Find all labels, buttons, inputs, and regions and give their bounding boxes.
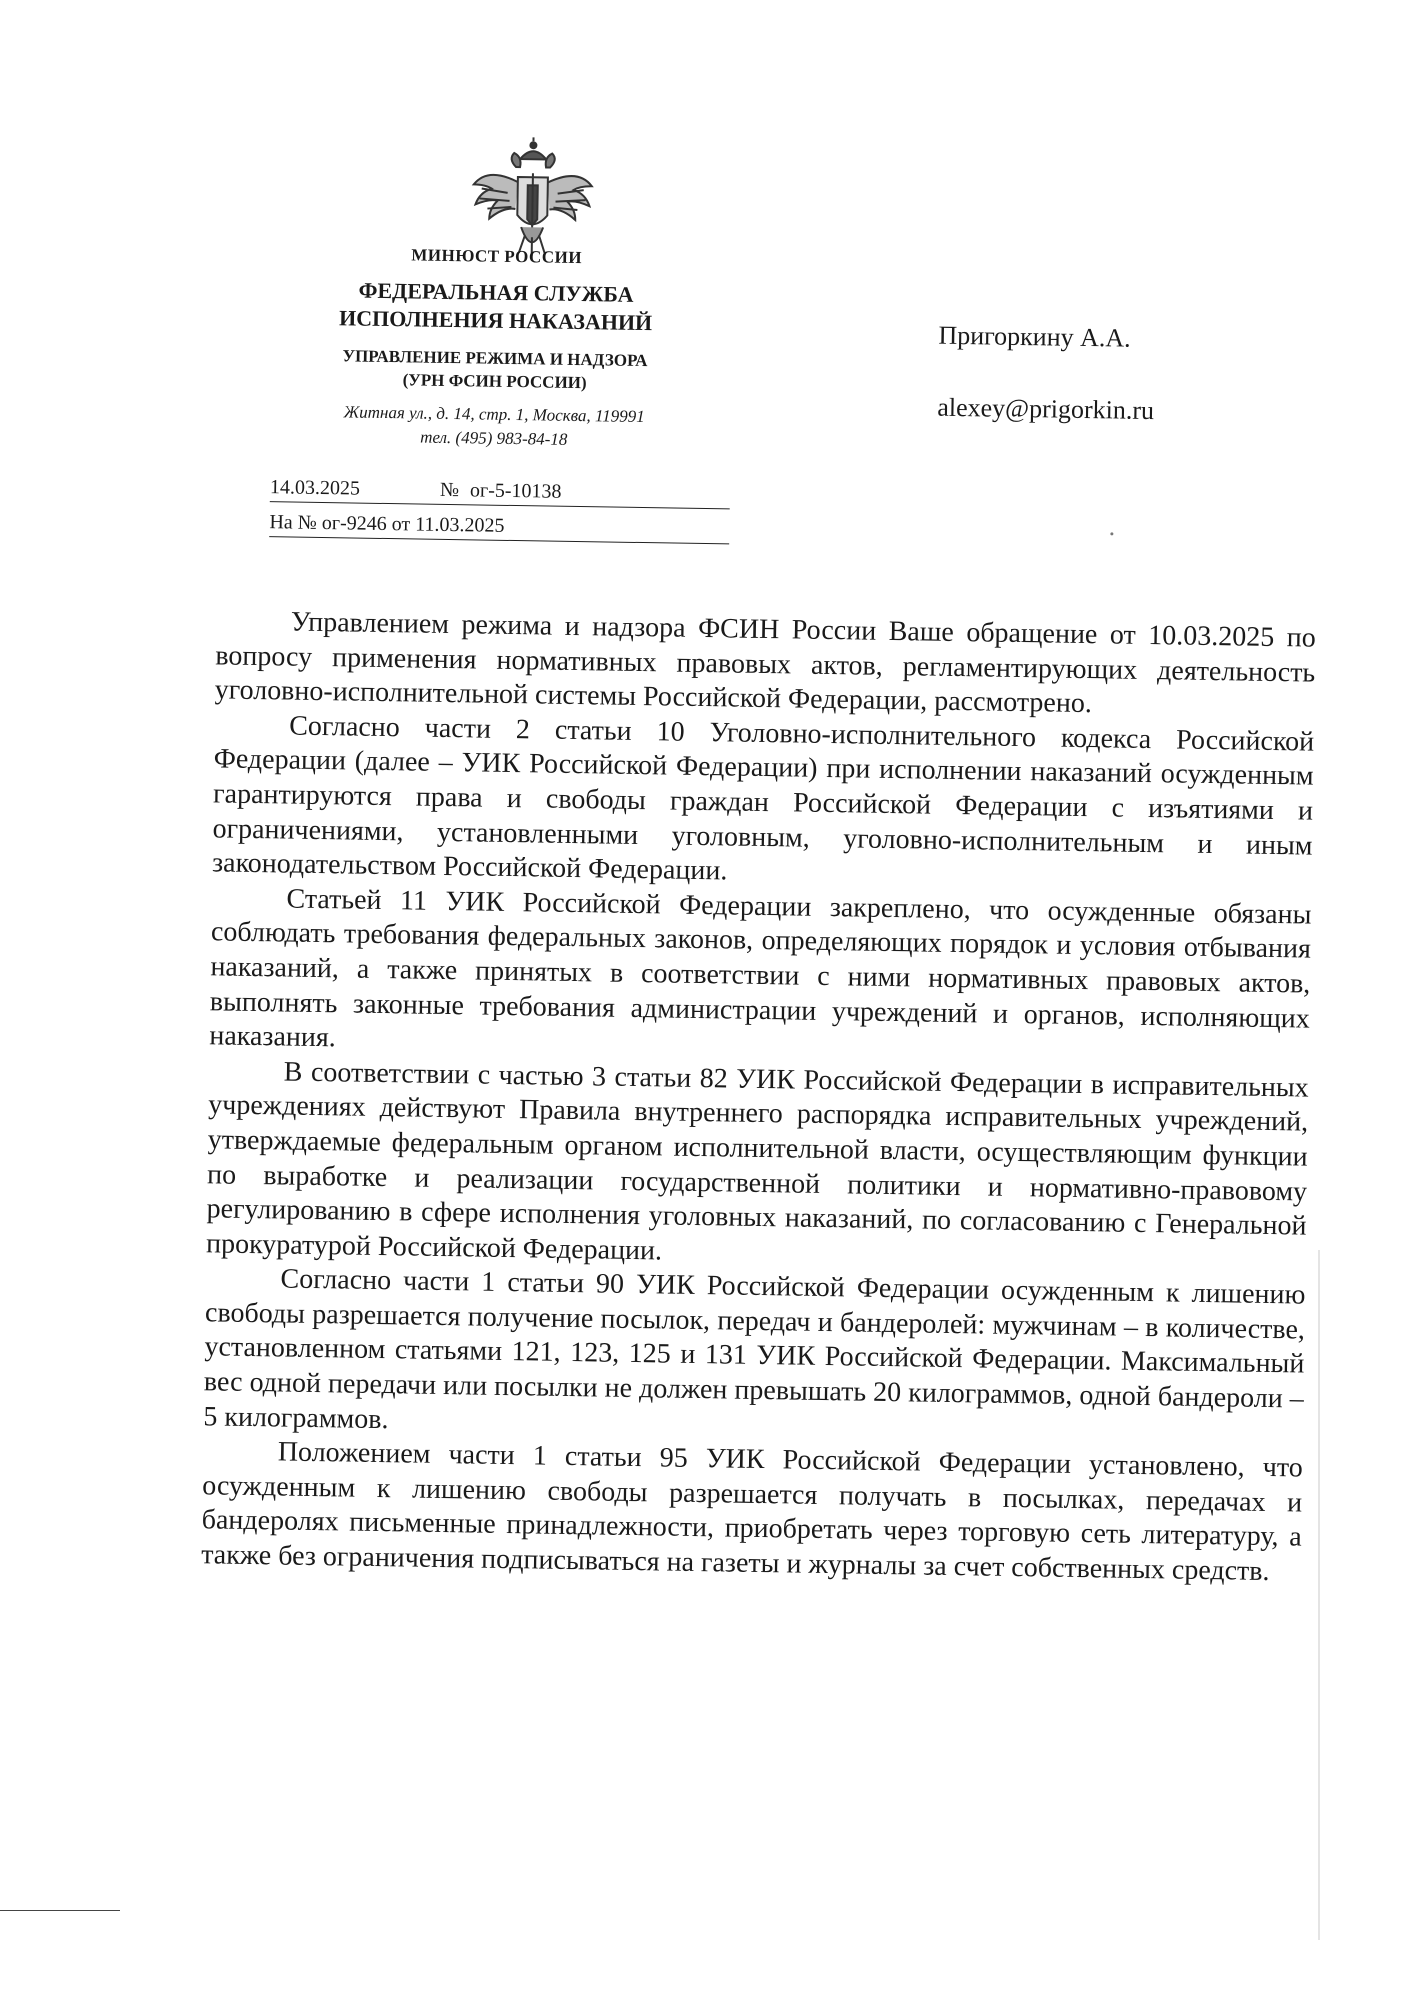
sender-address: Житная ул., д. 14, стр. 1, Москва, 119991 xyxy=(259,399,729,430)
number-sign: № xyxy=(440,479,459,502)
letter-body xyxy=(201,604,1316,1590)
registration-number: ог-5-10138 xyxy=(470,479,562,503)
ministry-name: МИНЮСТ РОССИИ xyxy=(262,243,732,270)
department-name-line1: УПРАВЛЕНИЕ РЕЖИМА И НАДЗОРА xyxy=(260,343,730,373)
sender-phone: тел. (495) 983-84-18 xyxy=(259,423,729,454)
service-name-line2: ИСПОЛНЕНИЯ НАКАЗАНИЙ xyxy=(260,303,730,338)
registration-line xyxy=(270,475,730,509)
paragraph: Управлением режима и надзора ФСИН России Ваше обращение от 10.03.2025 по вопросу применения нормативных правовых актов, регламентирующих деятельность уголовно-исполнительной системы Российской Федерации, рассмотрено. xyxy=(215,604,1316,725)
footer-rule xyxy=(0,1910,120,1911)
recipient-name: Пригоркину А.А. xyxy=(938,319,1155,356)
recipient-block xyxy=(937,319,1155,428)
registration-date: 14.03.2025 xyxy=(270,476,360,500)
reference-number: На № ог-9246 от 11.03.2025 xyxy=(269,511,504,538)
scan-edge-shadow xyxy=(1318,1250,1320,1940)
paragraph: В соответствии с частью 3 статьи 82 УИК Российской Федерации в исправительных учреждениях действуют Правила внутреннего распорядка исправительных учреждений, утверждаемые федеральным органом исполнительной власти, осуществляющим функции по выработке и реализации государственной политики и нормативно-правовому регулированию в сфере исполнения уголовных наказаний, по согласованию с Генеральной прокуратурой Российской Федерации. xyxy=(206,1054,1309,1279)
recipient-email: alexey@prigorkin.ru xyxy=(937,391,1154,428)
paragraph: Статьей 11 УИК Российской Федерации закреплено, что осужденные обязаны соблюдать требования федеральных законов, определяющих порядок и условия отбывания наказаний, а также принятых в соответствии с ними нормативных правовых актов, выполнять законные требования администрации учреждений и органов, исполняющих наказания. xyxy=(209,881,1312,1071)
reference-line xyxy=(269,510,729,544)
service-name-line1: ФЕДЕРАЛЬНАЯ СЛУЖБА xyxy=(261,275,731,310)
department-name-line2: (УРН ФСИН РОССИИ) xyxy=(260,366,730,396)
paragraph: Согласно части 1 статьи 90 УИК Российской Федерации осужденным к лишению свободы разрешается получение посылок, передач и бандеролей: мужчинам – в количестве, установленном статьями 121, 123, 125 и 131 УИК Российской Федерации. Максимальный вес одной передачи или посылки не должен превышать 20 килограммов, одной бандероли – 5 килограммов. xyxy=(203,1262,1306,1452)
paragraph: Положением части 1 статьи 95 УИК Российской Федерации установлено, что осужденным к лишению свободы разрешается получать в посылках, передачах и бандеролях письменные принадлежности, приобретать через торговую сеть литературу, а также без ограничения подписываться на газеты и журналы за счет собственных средств. xyxy=(201,1434,1303,1590)
scan-speck xyxy=(1110,532,1113,535)
letterhead xyxy=(259,243,732,454)
paragraph: Согласно части 2 статьи 10 Уголовно-исполнительного кодекса Российской Федерации (далее – УИК Российской Федерации) при исполнении наказаний осужденным гарантируются права и свободы граждан Российской Федерации с изъятиями и ограничениями, установленными уголовным, уголовно-исполнительным и иным законодательством Российской Федерации. xyxy=(212,708,1315,898)
